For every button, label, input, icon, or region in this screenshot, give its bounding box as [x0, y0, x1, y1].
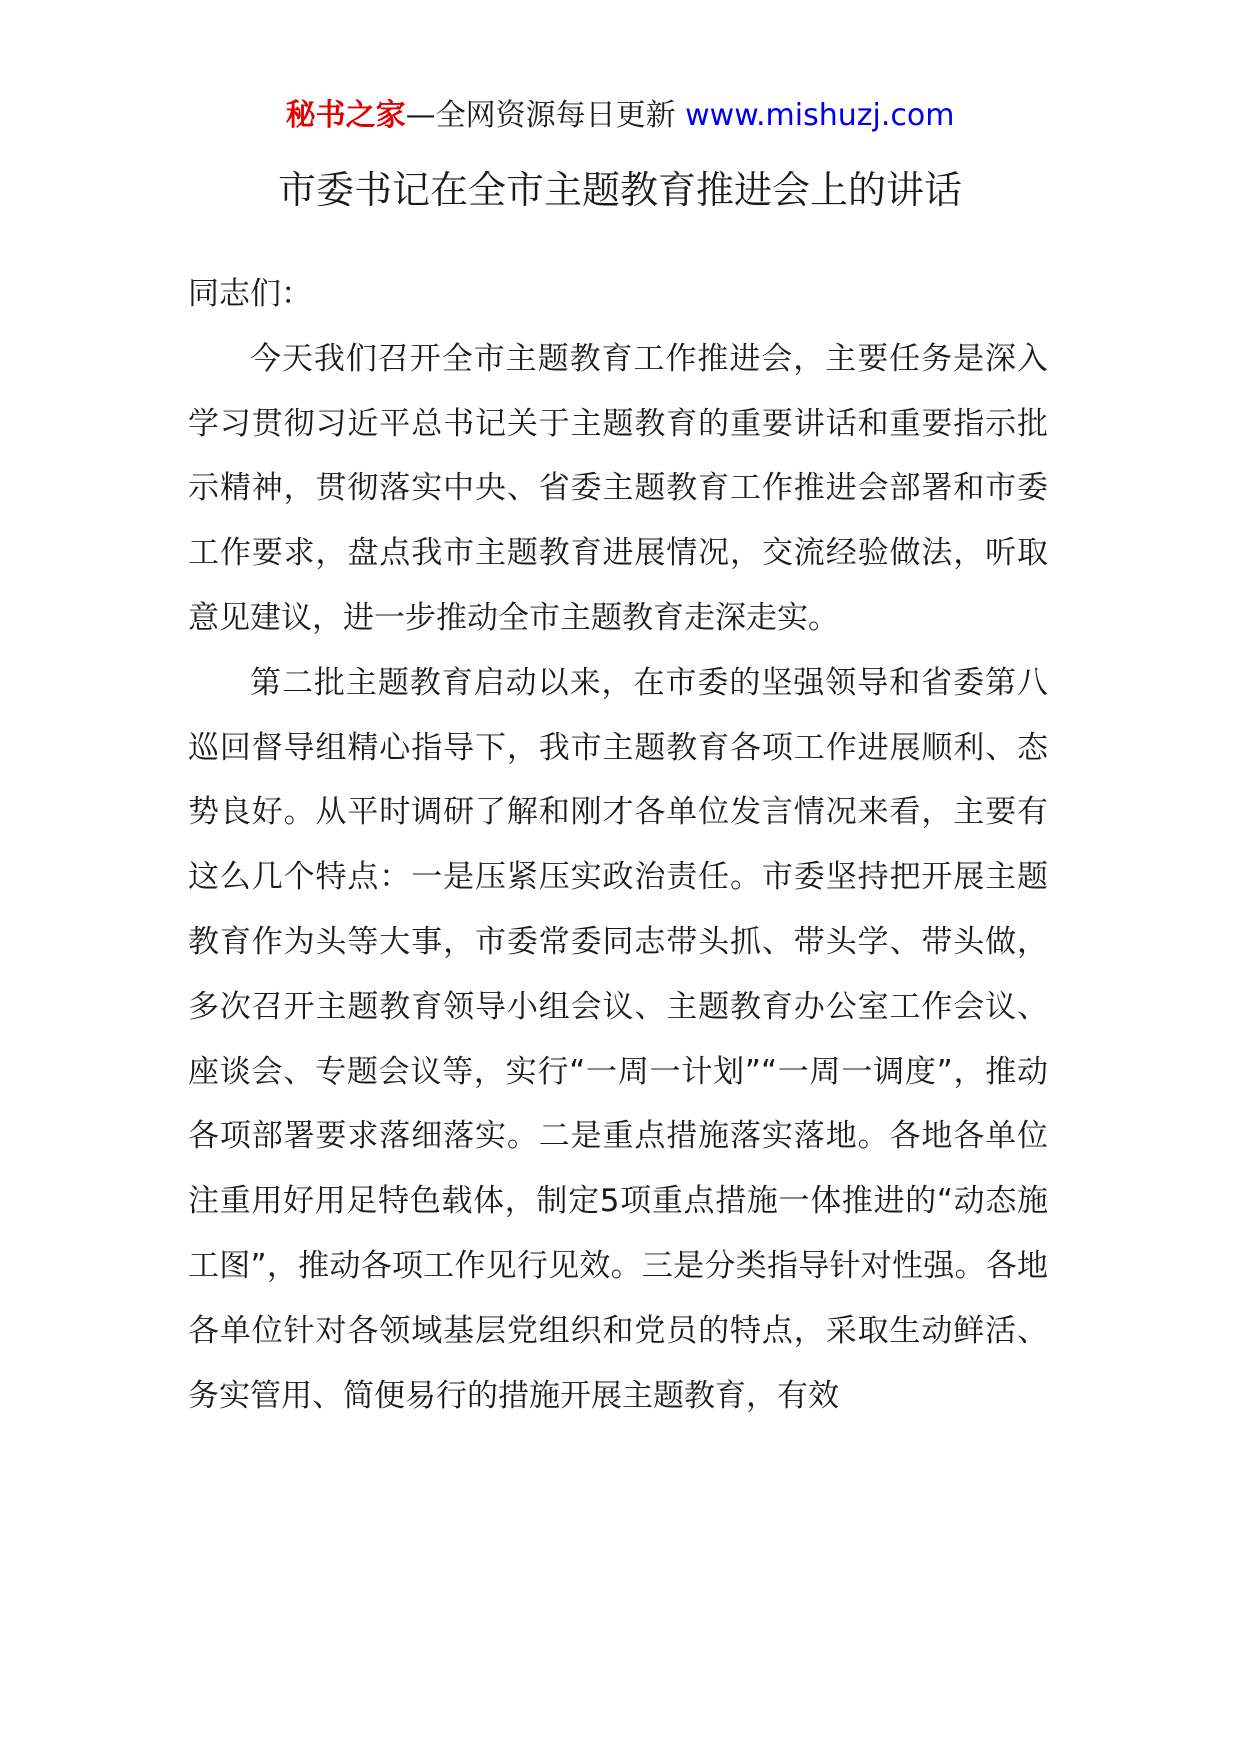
- paragraph-2: 第二批主题教育启动以来，在市委的坚强领导和省委第八巡回督导组精心指导下，我市主题教育各项工作进展顺利、态势良好。从平时调研了解和刚才各单位发言情况来看，主要有这么几个特点：一是压紧压实政治责任。市委坚持把开展主题教育作为头等大事，市委常委同志带头抓、带头学、带头做，多次召开主题教育领导小组会议、主题教育办公室工作会议、座谈会、专题会议等，实行“一周一计划”“一周一调度”，推动各项部署要求落细落实。二是重点措施落实落地。各地各单位注重用好用足特色载体，制定5项重点措施一体推进的“动态施工图”，推动各项工作见行见效。三是分类指导针对性强。各地各单位针对各领域基层党组织和党员的特点，采取生动鲜活、务实管用、简便易行的措施开展主题教育，有效: [188, 664, 1048, 1414]
- site-tagline: —全网资源每日更新: [405, 98, 676, 133]
- paragraph-1: 今天我们召开全市主题教育工作推进会，主要任务是深入学习贯彻习近平总书记关于主题教育的重要讲话和重要指示批示精神，贯彻落实中央、省委主题教育工作推进会部署和市委工作要求，盘点我市主题教育进展情况，交流经验做法，听取意见建议，进一步推动全市主题教育走深走实。: [188, 340, 1048, 636]
- document-body: [188, 262, 1048, 1428]
- site-header: [0, 96, 1240, 136]
- site-url-link[interactable]: www.mishuzj.com: [685, 98, 955, 133]
- site-brand[interactable]: 秘书之家: [285, 98, 406, 133]
- salutation: 同志们：: [188, 276, 312, 312]
- document-title: 市委书记在全市主题教育推进会上的讲话: [277, 168, 962, 212]
